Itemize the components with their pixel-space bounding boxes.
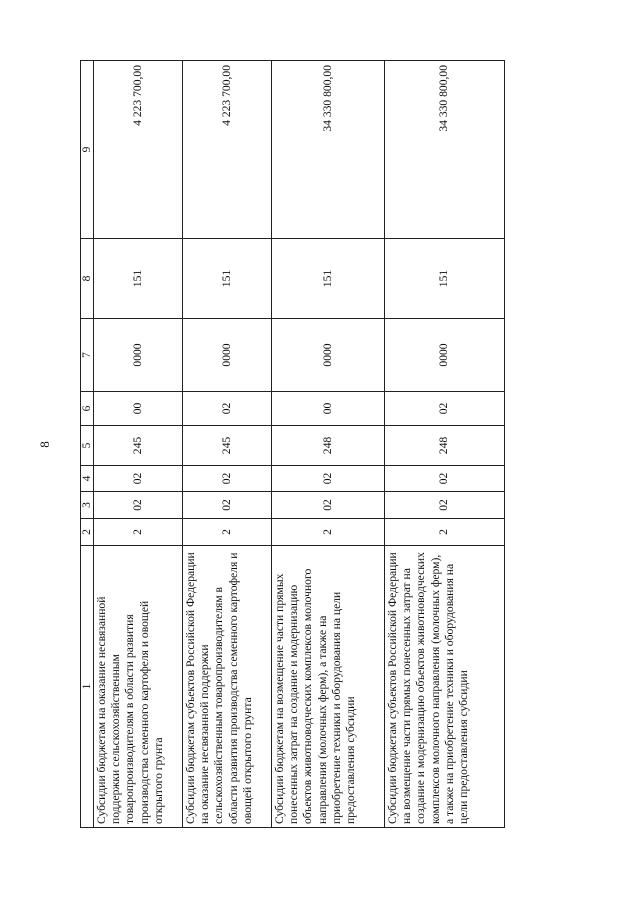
cell-col6: 02 [183,392,272,426]
cell-col8: 151 [183,239,272,319]
cell-col7: 0000 [94,319,183,392]
cell-col2: 2 [183,519,272,546]
cell-col6: 02 [385,392,505,426]
table-row [385,61,505,828]
cell-col7: 0000 [385,319,505,392]
table-row [183,61,272,828]
header-cell: 2 [81,519,94,546]
table-row [94,61,183,828]
cell-col3: 02 [385,492,505,519]
header-cell: 6 [81,392,94,426]
header-cell: 4 [81,466,94,492]
cell-col6: 00 [272,392,385,426]
cell-amount: 4 223 700,00 [94,61,183,239]
row-description: Субсидии бюджетам субъектов Российской Федерации на оказание несвязанной поддержки сельскохозяйственным товаропроизводителям в области развития производства семенного картофеля и овощей открытого грунта [183,546,272,828]
cell-col3: 02 [272,492,385,519]
header-cell: 8 [81,239,94,319]
header-row [81,61,94,828]
cell-col4: 02 [183,466,272,492]
header-cell: 3 [81,492,94,519]
cell-amount: 34 330 800,00 [272,61,385,239]
cell-col8: 151 [94,239,183,319]
cell-col5: 245 [94,426,183,466]
cell-col2: 2 [94,519,183,546]
budget-table [80,60,505,828]
header-cell: 9 [81,61,94,239]
rotated-page: 8 1 2 3 4 5 6 7 8 9 Субсидии бюджетам на оказание несвязанной поддержки сельскохозяйственным товаропроизводителям в области развития производства семенного картофеля и овощей открытого грунта 2 02 02 245 00 0000 151 4 223 700,00 Субсидии бюджетам субъектов Российской Федерации на оказание несвязанной поддержки сельскохозяйственным товаропроизводителям в области развития производства семенного картофеля и овощей открытого грунта 2 02 02 245 02 0000 151 4 223 700,00 Субсидии бюджетам на возмещение части прямых понесенных затрат на создание и модернизацию объектов животноводческих комплексов молочного направления (молочных ферм), а также на приобретение техники и оборудования на цели предоставления субсидии 2 02 02 248 00 0000 151 34 330 800,00 Субсидии бюджетам субъектов Российской Федерации на возмещение части прямых понесенных затрат на создание и модернизацию объектов животноводческих комплексов молочного направления (молочных ферм), а также на приобретение техники и оборудования на цели предоставления субсидии 2 02 02 248 02 0000 151 34 330 800,00 [80,61,450,828]
cell-col6: 00 [94,392,183,426]
cell-col5: 248 [385,426,505,466]
cell-col5: 248 [272,426,385,466]
row-description: Субсидии бюджетам на возмещение части прямых понесенных затрат на создание и модернизацию объектов животноводческих комплексов молочного направления (молочных ферм), а также на приобретение техники и оборудования на цели предоставления субсидии [272,546,385,828]
table-row [272,61,385,828]
cell-col4: 02 [94,466,183,492]
cell-col7: 0000 [272,319,385,392]
cell-amount: 34 330 800,00 [385,61,505,239]
cell-col8: 151 [385,239,505,319]
cell-col4: 02 [385,466,505,492]
header-cell: 1 [81,546,94,828]
cell-col5: 245 [183,426,272,466]
header-cell: 7 [81,319,94,392]
cell-col2: 2 [272,519,385,546]
cell-col8: 151 [272,239,385,319]
cell-col3: 02 [183,492,272,519]
cell-col2: 2 [385,519,505,546]
cell-col7: 0000 [183,319,272,392]
row-description: Субсидии бюджетам на оказание несвязанной поддержки сельскохозяйственным товаропроизводителям в области развития производства семенного картофеля и овощей открытого грунта [94,546,183,828]
row-description: Субсидии бюджетам субъектов Российской Федерации на возмещение части прямых понесенных затрат на создание и модернизацию объектов животноводческих комплексов молочного направления (молочных ферм), а также на приобретение техники и оборудования на цели предоставления субсидии [385,546,505,828]
cell-col4: 02 [272,466,385,492]
cell-amount: 4 223 700,00 [183,61,272,239]
header-cell: 5 [81,426,94,466]
cell-col3: 02 [94,492,183,519]
